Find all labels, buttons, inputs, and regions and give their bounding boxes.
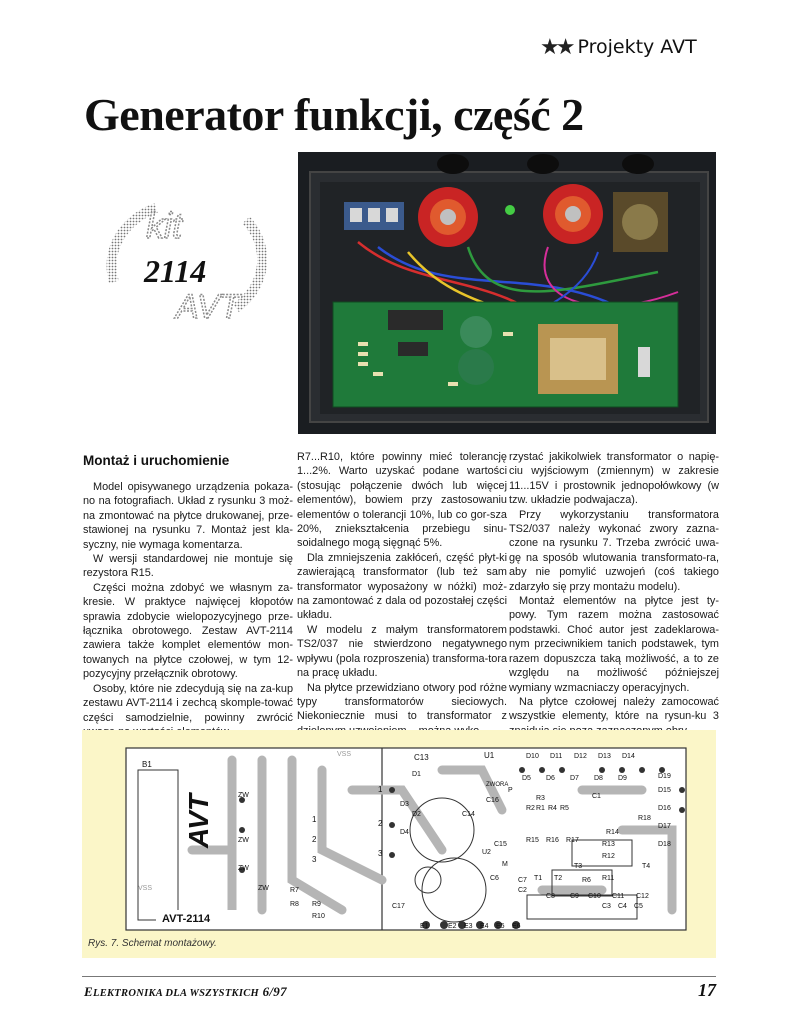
label-C5: C5 [634,903,643,910]
label-R9: R9 [312,901,321,908]
label-R11: R11 [602,875,615,882]
label-R4: R4 [548,805,557,812]
kit-badge [96,190,296,330]
page-number: 17 [698,980,716,1000]
label-D18: D18 [658,841,671,848]
label-C6: C6 [490,875,499,882]
label-D8: D8 [594,775,603,782]
label-R7: R7 [290,887,299,894]
label-C7: C7 [518,877,527,884]
label-E6: E6 [512,923,521,930]
label-D3: D3 [400,801,409,808]
label-P: P [508,787,513,794]
journal-issue: 6/97 [262,984,287,999]
label-D13: D13 [598,753,611,760]
label-2: 2 [378,819,383,828]
label-vss: VSS [337,751,352,758]
label-D9: D9 [618,775,627,782]
board-label: AVT-2114 [162,913,211,925]
label-R14: R14 [606,829,619,836]
label-T3: T3 [574,863,583,870]
label-R5: R5 [560,805,569,812]
label-C15: C15 [494,841,507,848]
paragraph: W modelu z małym transformatorem TS2/037 nie stwierdzono negatywnego wpływu (pola rozproszenia) transforma-tora na pracę układu. [297,623,507,680]
label-U1: U1 [484,751,495,760]
label-R12: R12 [602,853,615,860]
label-zw: ZW [238,865,249,872]
journal-initial: E [84,984,93,999]
label-vss: VSS [138,885,153,892]
label-E4: E4 [480,923,489,930]
series-label: Projekty AVT [577,36,697,58]
paragraph: rzystać jakikolwiek transformator o napię-ciu wyjściowym (zmiennym) w zakresie 11...15V i prostownik jednopołówkowy (w tzw. układzie podwajacza). [509,451,719,507]
label-3: 3 [378,849,383,858]
label-D11: D11 [550,753,563,760]
badge-top-word: kit [146,205,182,246]
label-R1: R1 [536,805,545,812]
label-D5: D5 [522,775,531,782]
label-1: 1 [312,815,317,824]
article-title: Generator funkcji, część 2 [84,89,584,140]
paragraph: Na płytce czołowej należy zamocować wszystkie elementy, które na rysun-ku 3 [509,695,719,723]
label-D19: D19 [658,773,671,780]
paragraph: Osoby, które nie zdecydują się na za-kup zestawu AVT-2114 i zechcą skomple-tować części samodzielnie, powinny zwrócić [83,682,293,724]
label-D15: D15 [658,787,671,794]
label-B1: B1 [142,760,152,769]
paragraph: W wersji standardowej nie montuje się rezystora R15. [83,553,293,580]
text-column-1 [83,480,293,739]
label-R17: R17 [566,837,579,844]
label-R6: R6 [582,877,591,884]
section-heading: Montaż i uruchomienie [83,453,230,468]
label-zwora: ZWORA [486,782,509,788]
label-E5: E5 [496,923,505,930]
label-3: 3 [312,855,317,864]
label-E3: E3 [464,923,473,930]
label-R2: R2 [526,805,535,812]
label-C4: C4 [618,903,627,910]
badge-bottom-word: AVT [176,288,241,326]
label-R16: R16 [546,837,559,844]
figure-caption: Rys. 7. Schemat montażowy. [88,938,217,949]
pcb-block [138,770,178,920]
label-D12: D12 [574,753,587,760]
label-C10: C10 [588,893,601,900]
text-column-3 [509,450,719,738]
label-zw: ZW [238,792,249,799]
label-T2: T2 [554,875,563,882]
paragraph: Dla zmniejszenia zakłóceń, część płyt-ki zawierającą transformator (lub też sam transformator wyposażony w nóżki) moż-na zamontować z dala od pozostałej części układu. [297,551,507,622]
label-C8: C8 [546,893,555,900]
pcb-assembly-figure [82,730,716,958]
label-C17: C17 [392,903,405,910]
text-column-2 [297,450,507,738]
label-D16: D16 [658,805,671,812]
label-C14: C14 [462,811,475,818]
label-C11: C11 [612,893,625,900]
label-1: 1 [378,785,383,794]
paragraph: Model opisywanego urządzenia pokaza-no na fotografiach. Układ z rysunku 3 moż-na zmontować na płytce drukowanej, prze-stawionej na rysunku 7. Montaż jest kla-syczny, nie wymaga komentarza. [83,481,293,551]
label-C1: C1 [592,793,601,800]
label-R15: R15 [526,837,539,844]
label-E2: E2 [448,923,457,930]
avt-logo: AVT [183,794,214,848]
paragraph: Montaż elementów na płytce jest ty-powy. Tym razem można zastosować podstawki. Choć autor jest zadeklarowa-nym przeciwnikiem tanich podstawek, tym razem dopuszcza taką możliwość, a to ze względu na możliwość późniejszej wymiany wzmacniaczy operacyjnych. [509,595,719,694]
footer-rule [82,976,716,977]
journal-name [84,984,287,1000]
label-zw: ZW [238,837,249,844]
label-C16: C16 [486,797,499,804]
label-T4: T4 [642,863,651,870]
label-R18: R18 [638,815,651,822]
label-T1: T1 [534,875,543,882]
label-C2: C2 [518,887,527,894]
label-D2: D2 [412,811,421,818]
paragraph: Na płytce przewidziano otwory pod różne typy transformatorów sieciowych. Niekoniecznie musi to transformator z [297,681,507,723]
label-2: 2 [312,835,317,844]
paragraph: R7...R10, które powinny mieć tolerancję 1...2%. Warto uzyskać podane wartości (stosując połączenie dwóch lub więcej elementów), bowiem przy zastosowaniu elementów o tolerancji 10%, lub co gor-sza 20%, zniekształcenia przebiegu sinu-soidalnego mogą sięgnąć 5%. [297,451,507,550]
label-R10: R10 [312,913,325,920]
label-R3: R3 [536,795,545,802]
label-D6: D6 [546,775,555,782]
label-D10: D10 [526,753,539,760]
label-D14: D14 [622,753,635,760]
badge-number: 2114 [144,253,207,289]
label-C12: C12 [636,893,649,900]
star-icon: ★★ [540,34,572,60]
label-D7: D7 [570,775,579,782]
label-C3: C3 [602,903,611,910]
label-R8: R8 [290,901,299,908]
label-D4: D4 [400,829,409,836]
label-C13: C13 [414,753,429,762]
series-header [540,34,697,60]
paragraph: Przy wykorzystaniu transformatora TS2/037 należy wykonać zwory zazna-czone na rysunku 7. Trzeba zwrócić uwa-gę na sposób wlutowania transformato-ra, aby nie pomylić uzwojeń (coś takiego zdarzyło się przy montażu modelu). [509,508,719,593]
label-D17: D17 [658,823,671,830]
label-U2: U2 [482,849,491,856]
label-M: M [502,861,508,868]
label-E1: E1 [420,923,429,930]
paragraph: Części można zdobyć we własnym za-kresie. W praktyce najwięcej kłopotów sprawia zdobycie wielopozycyjnego prze-łącznika obrotowego. Zestaw AVT-2114 zawiera także komplet elementów mon-towanych na płytce czołowej, w tym 12-pozycyjny przełącznik obrotowy. [83,581,293,681]
label-zw: ZW [258,885,269,892]
label-D1: D1 [412,771,421,778]
journal-title: LEKTRONIKA DLA WSZYSTKICH [92,988,259,999]
label-C9: C9 [570,893,579,900]
device-photo [298,152,716,434]
label-R13: R13 [602,841,615,848]
